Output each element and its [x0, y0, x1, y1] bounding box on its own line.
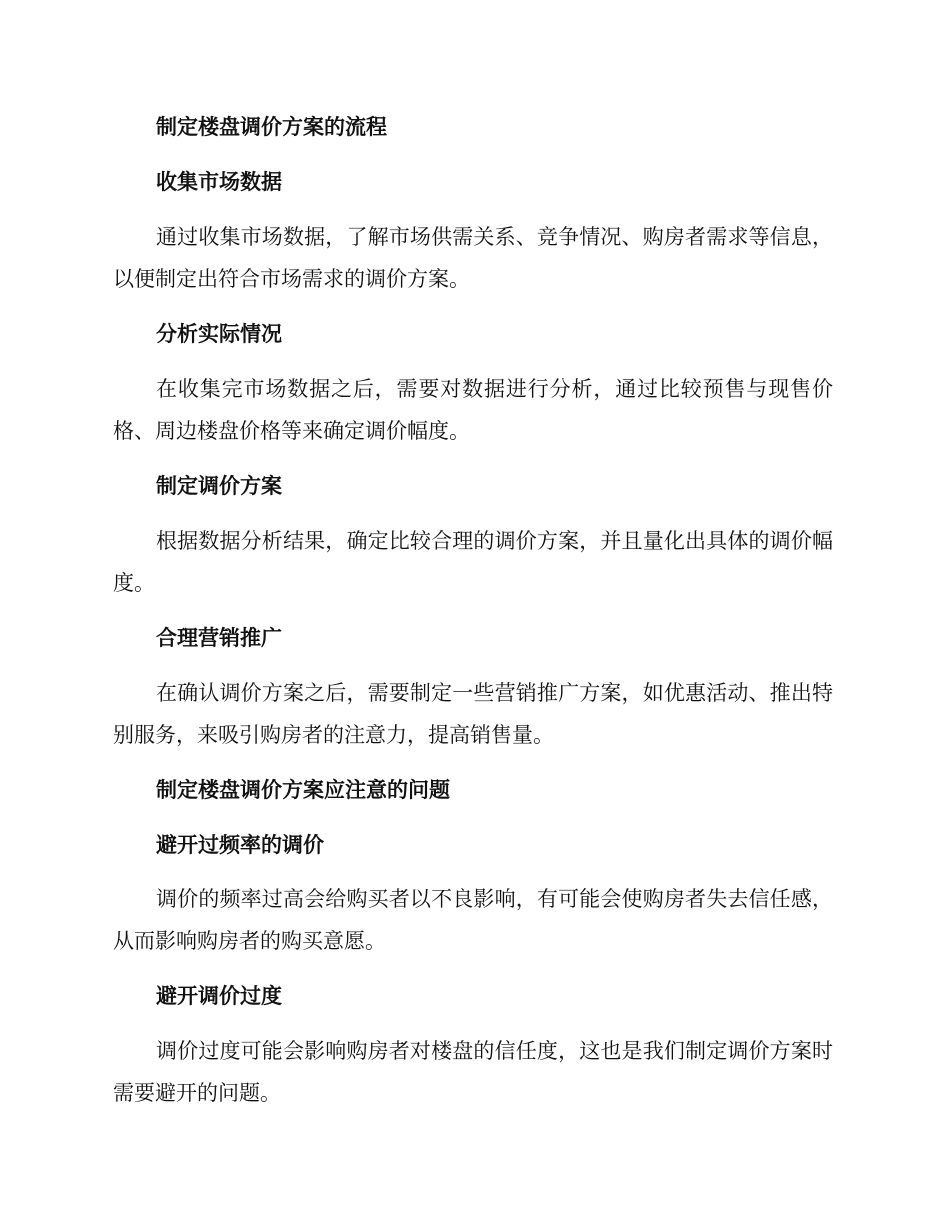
- subsection-heading: 制定调价方案: [156, 474, 282, 498]
- body-paragraph: 在收集完市场数据之后，需要对数据进行分析，通过比较预售与现售价格、周边楼盘价格等来确定调价幅度。: [113, 377, 833, 443]
- subsection-heading: 合理营销推广: [156, 626, 282, 650]
- body-paragraph: 在确认调价方案之后，需要制定一些营销推广方案，如优惠活动、推出特别服务，来吸引购房者的注意力，提高销售量。: [113, 681, 833, 747]
- subsection-heading: 避开调价过度: [156, 984, 282, 1008]
- body-paragraph: 调价的频率过高会给购买者以不良影响，有可能会使购房者失去信任感，从而影响购房者的购买意愿。: [113, 887, 833, 953]
- subsection-heading: 分析实际情况: [156, 322, 282, 346]
- subsection-heading: 避开过频率的调价: [156, 833, 324, 857]
- body-paragraph: 通过收集市场数据，了解市场供需关系、竞争情况、购房者需求等信息，以便制定出符合市场需求的调价方案。: [113, 225, 833, 291]
- section-heading: 制定楼盘调价方案应注意的问题: [156, 778, 450, 802]
- section-heading: 制定楼盘调价方案的流程: [156, 115, 387, 139]
- subsection-heading: 收集市场数据: [156, 170, 282, 194]
- body-paragraph: 根据数据分析结果，确定比较合理的调价方案，并且量化出具体的调价幅度。: [113, 529, 833, 595]
- body-paragraph: 调价过度可能会影响购房者对楼盘的信任度，这也是我们制定调价方案时需要避开的问题。: [113, 1039, 833, 1105]
